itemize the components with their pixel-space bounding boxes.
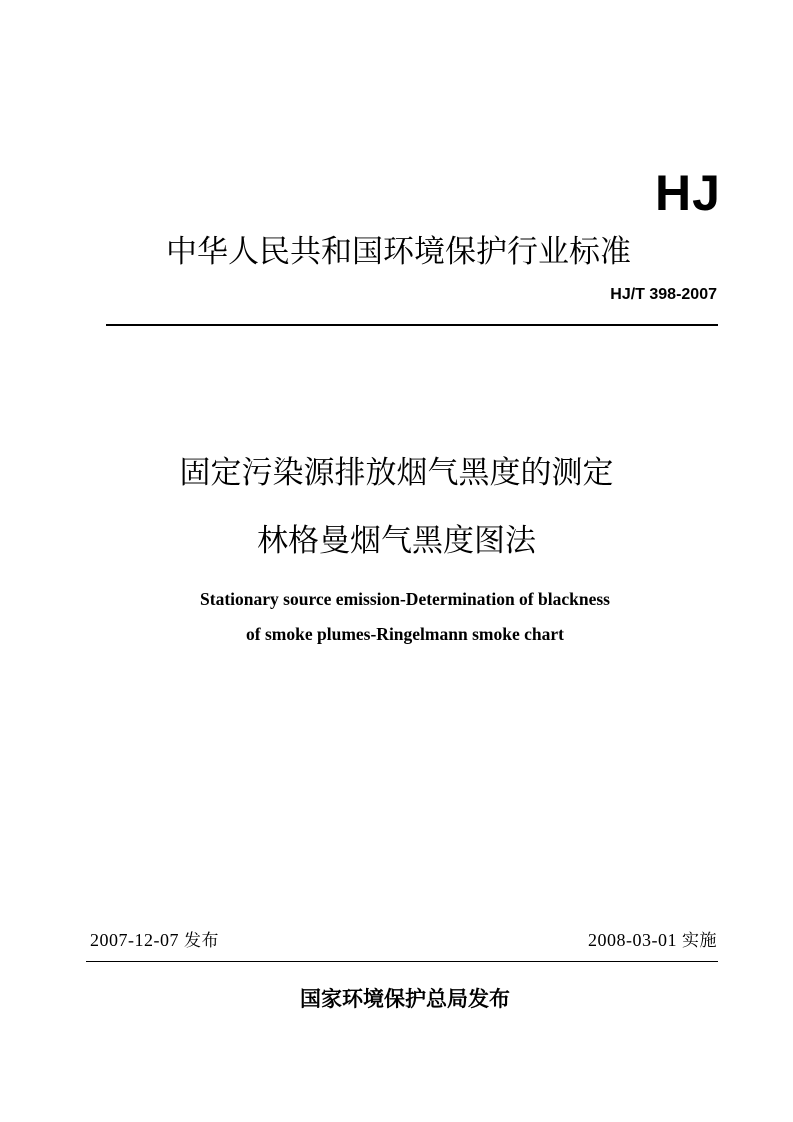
- implementation-date-value: 2008-03-01: [588, 930, 677, 950]
- header-divider: [106, 324, 718, 326]
- title-chinese-line-1: 固定污染源排放烟气黑度的测定: [179, 455, 614, 491]
- issue-date: [90, 928, 219, 953]
- standard-category: 中华人民共和国环境保护行业标准: [166, 234, 631, 270]
- issue-date-value: 2007-12-07: [90, 930, 179, 950]
- issue-date-label: 发布: [184, 931, 219, 951]
- standard-number: HJ/T 398-2007: [610, 286, 717, 303]
- title-english-line-2: of smoke plumes-Ringelmann smoke chart: [246, 624, 564, 644]
- implementation-date-label: 实施: [682, 931, 717, 951]
- publisher: 国家环境保护总局发布: [300, 987, 510, 1011]
- title-chinese-line-2: 林格曼烟气黑度图法: [257, 523, 536, 559]
- implementation-date: [588, 928, 717, 953]
- hj-logo: HJ: [655, 165, 721, 221]
- footer-divider: [86, 961, 718, 962]
- title-english-line-1: Stationary source emission-Determination of blackness: [200, 589, 610, 609]
